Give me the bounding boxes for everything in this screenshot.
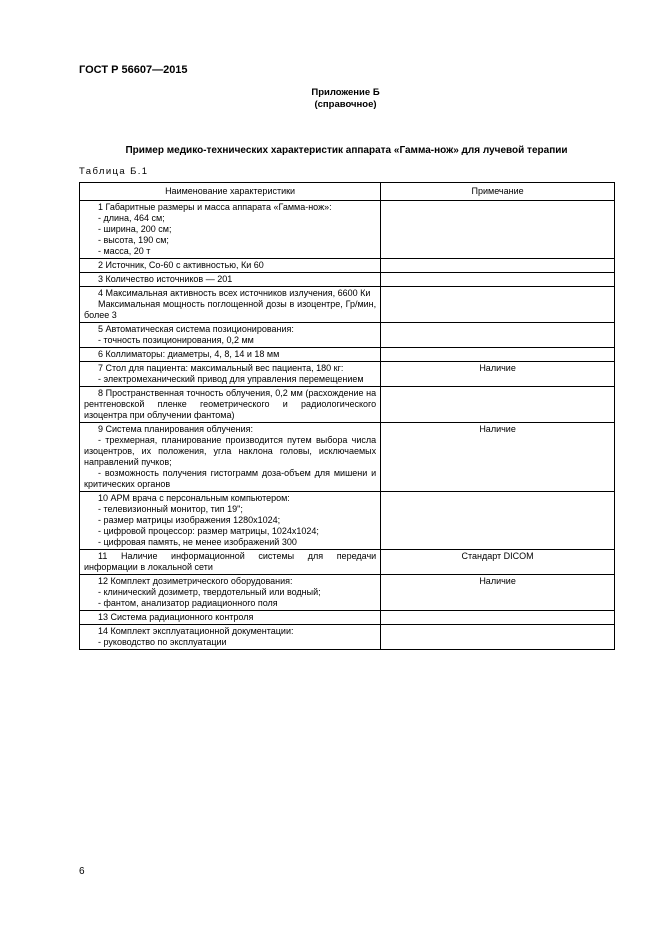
note-cell [381,259,615,273]
characteristic-line: 6 Коллиматоры: диаметры, 4, 8, 14 и 18 мм [98,349,280,359]
characteristic-line: - цифровой процессор: размер матрицы, 1024x1024; [98,526,319,536]
characteristic-line: - масса, 20 т [98,246,151,256]
characteristic-cell [80,625,381,650]
note-cell: Наличие [381,423,615,492]
characteristic-line: - цифровая память, не менее изображений 300 [98,537,297,547]
specification-table [79,182,615,650]
table-caption: Таблица Б.1 [79,166,149,177]
table-header-row [80,183,615,201]
characteristic-line: 7 Стол для пациента: максимальный вес пациента, 180 кг: [98,363,344,373]
table-row [80,611,615,625]
characteristic-line: - длина, 464 см; [98,213,165,223]
appendix-subtitle: (справочное) [314,99,377,110]
characteristic-cell [80,259,381,273]
header-characteristic: Наименование характеристики [80,183,381,201]
note-cell [381,625,615,650]
document-code: ГОСТ Р 56607—2015 [79,64,188,76]
note-cell [381,287,615,323]
note-cell: Стандарт DICOM [381,550,615,575]
note-cell [381,492,615,550]
characteristic-line: 3 Количество источников — 201 [98,274,233,284]
document-title: Пример медико-технических характеристик аппарата «Гамма-нож» для лучевой терапии [125,145,568,156]
characteristic-cell [80,287,381,323]
note-cell [381,273,615,287]
characteristic-line: - фантом, анализатор радиационного поля [98,598,278,608]
characteristic-line: 13 Система радиационного контроля [98,612,254,622]
characteristic-line: - точность позиционирования, 0,2 мм [98,335,254,345]
note-cell [381,611,615,625]
table-row [80,387,615,423]
table-row [80,492,615,550]
table-row [80,323,615,348]
table-row [80,575,615,611]
characteristic-line: 11 Наличие информационной системы для передачи информации в локальной сети [84,551,377,572]
characteristic-cell [80,387,381,423]
appendix-heading [0,87,661,111]
characteristic-cell [80,323,381,348]
characteristic-cell [80,423,381,492]
table-row [80,362,615,387]
table-row [80,273,615,287]
table-row [80,423,615,492]
characteristic-line: 14 Комплект эксплуатационной документации: [98,626,294,636]
characteristic-cell [80,273,381,287]
header-note: Примечание [381,183,615,201]
characteristic-line: - телевизионный монитор, тип 19"; [98,504,243,514]
note-cell [381,323,615,348]
characteristic-cell [80,201,381,259]
characteristic-line: - электромеханический привод для управления перемещением [98,374,364,384]
note-cell [381,201,615,259]
characteristic-line: Максимальная мощность поглощенной дозы в изоцентре, Гр/мин, более 3 [84,299,377,320]
note-cell: Наличие [381,362,615,387]
characteristic-line: - высота, 190 см; [98,235,169,245]
characteristic-cell [80,575,381,611]
characteristic-line: - клинический дозиметр, твердотельный или водный; [98,587,321,597]
characteristic-line: 8 Пространственная точность облучения, 0,2 мм (расхождение на рентгеновской пленке геометрического и радиологического изоцентра при облучении фантома) [84,388,377,420]
characteristic-cell [80,362,381,387]
characteristic-cell [80,550,381,575]
appendix-title: Приложение Б [311,87,380,98]
characteristic-line: - трехмерная, планирование производится путем выбора числа изоцентров, их положения, угла наклона головы, исключаемых направлений пучков; [84,435,377,467]
characteristic-cell [80,348,381,362]
note-cell [381,348,615,362]
table-body [80,201,615,650]
characteristic-line: - возможность получения гистограмм доза-объем для мишени и критических органов [84,468,377,489]
characteristic-cell [80,611,381,625]
characteristic-line: 4 Максимальная активность всех источников излучения, 6600 Ки [98,288,371,298]
table-row [80,201,615,259]
table-row [80,348,615,362]
table-row [80,287,615,323]
characteristic-line: - ширина, 200 см; [98,224,172,234]
table-row [80,625,615,650]
characteristic-line: 12 Комплект дозиметрического оборудования: [98,576,293,586]
page-number: 6 [79,866,85,877]
characteristic-cell [80,492,381,550]
note-cell: Наличие [381,575,615,611]
table-row [80,550,615,575]
characteristic-line: 2 Источник, Со-60 с активностью, Ки 60 [98,260,264,270]
characteristic-line: 9 Система планирования облучения: [98,424,254,434]
characteristic-line: - размер матрицы изображения 1280x1024; [98,515,281,525]
characteristic-line: 1 Габаритные размеры и масса аппарата «Гамма-нож»: [98,202,332,212]
characteristic-line: - руководство по эксплуатации [98,637,227,647]
table-row [80,259,615,273]
characteristic-line: 5 Автоматическая система позиционирования: [98,324,294,334]
characteristic-line: 10 АРМ врача с персональным компьютером: [98,493,290,503]
note-cell [381,387,615,423]
